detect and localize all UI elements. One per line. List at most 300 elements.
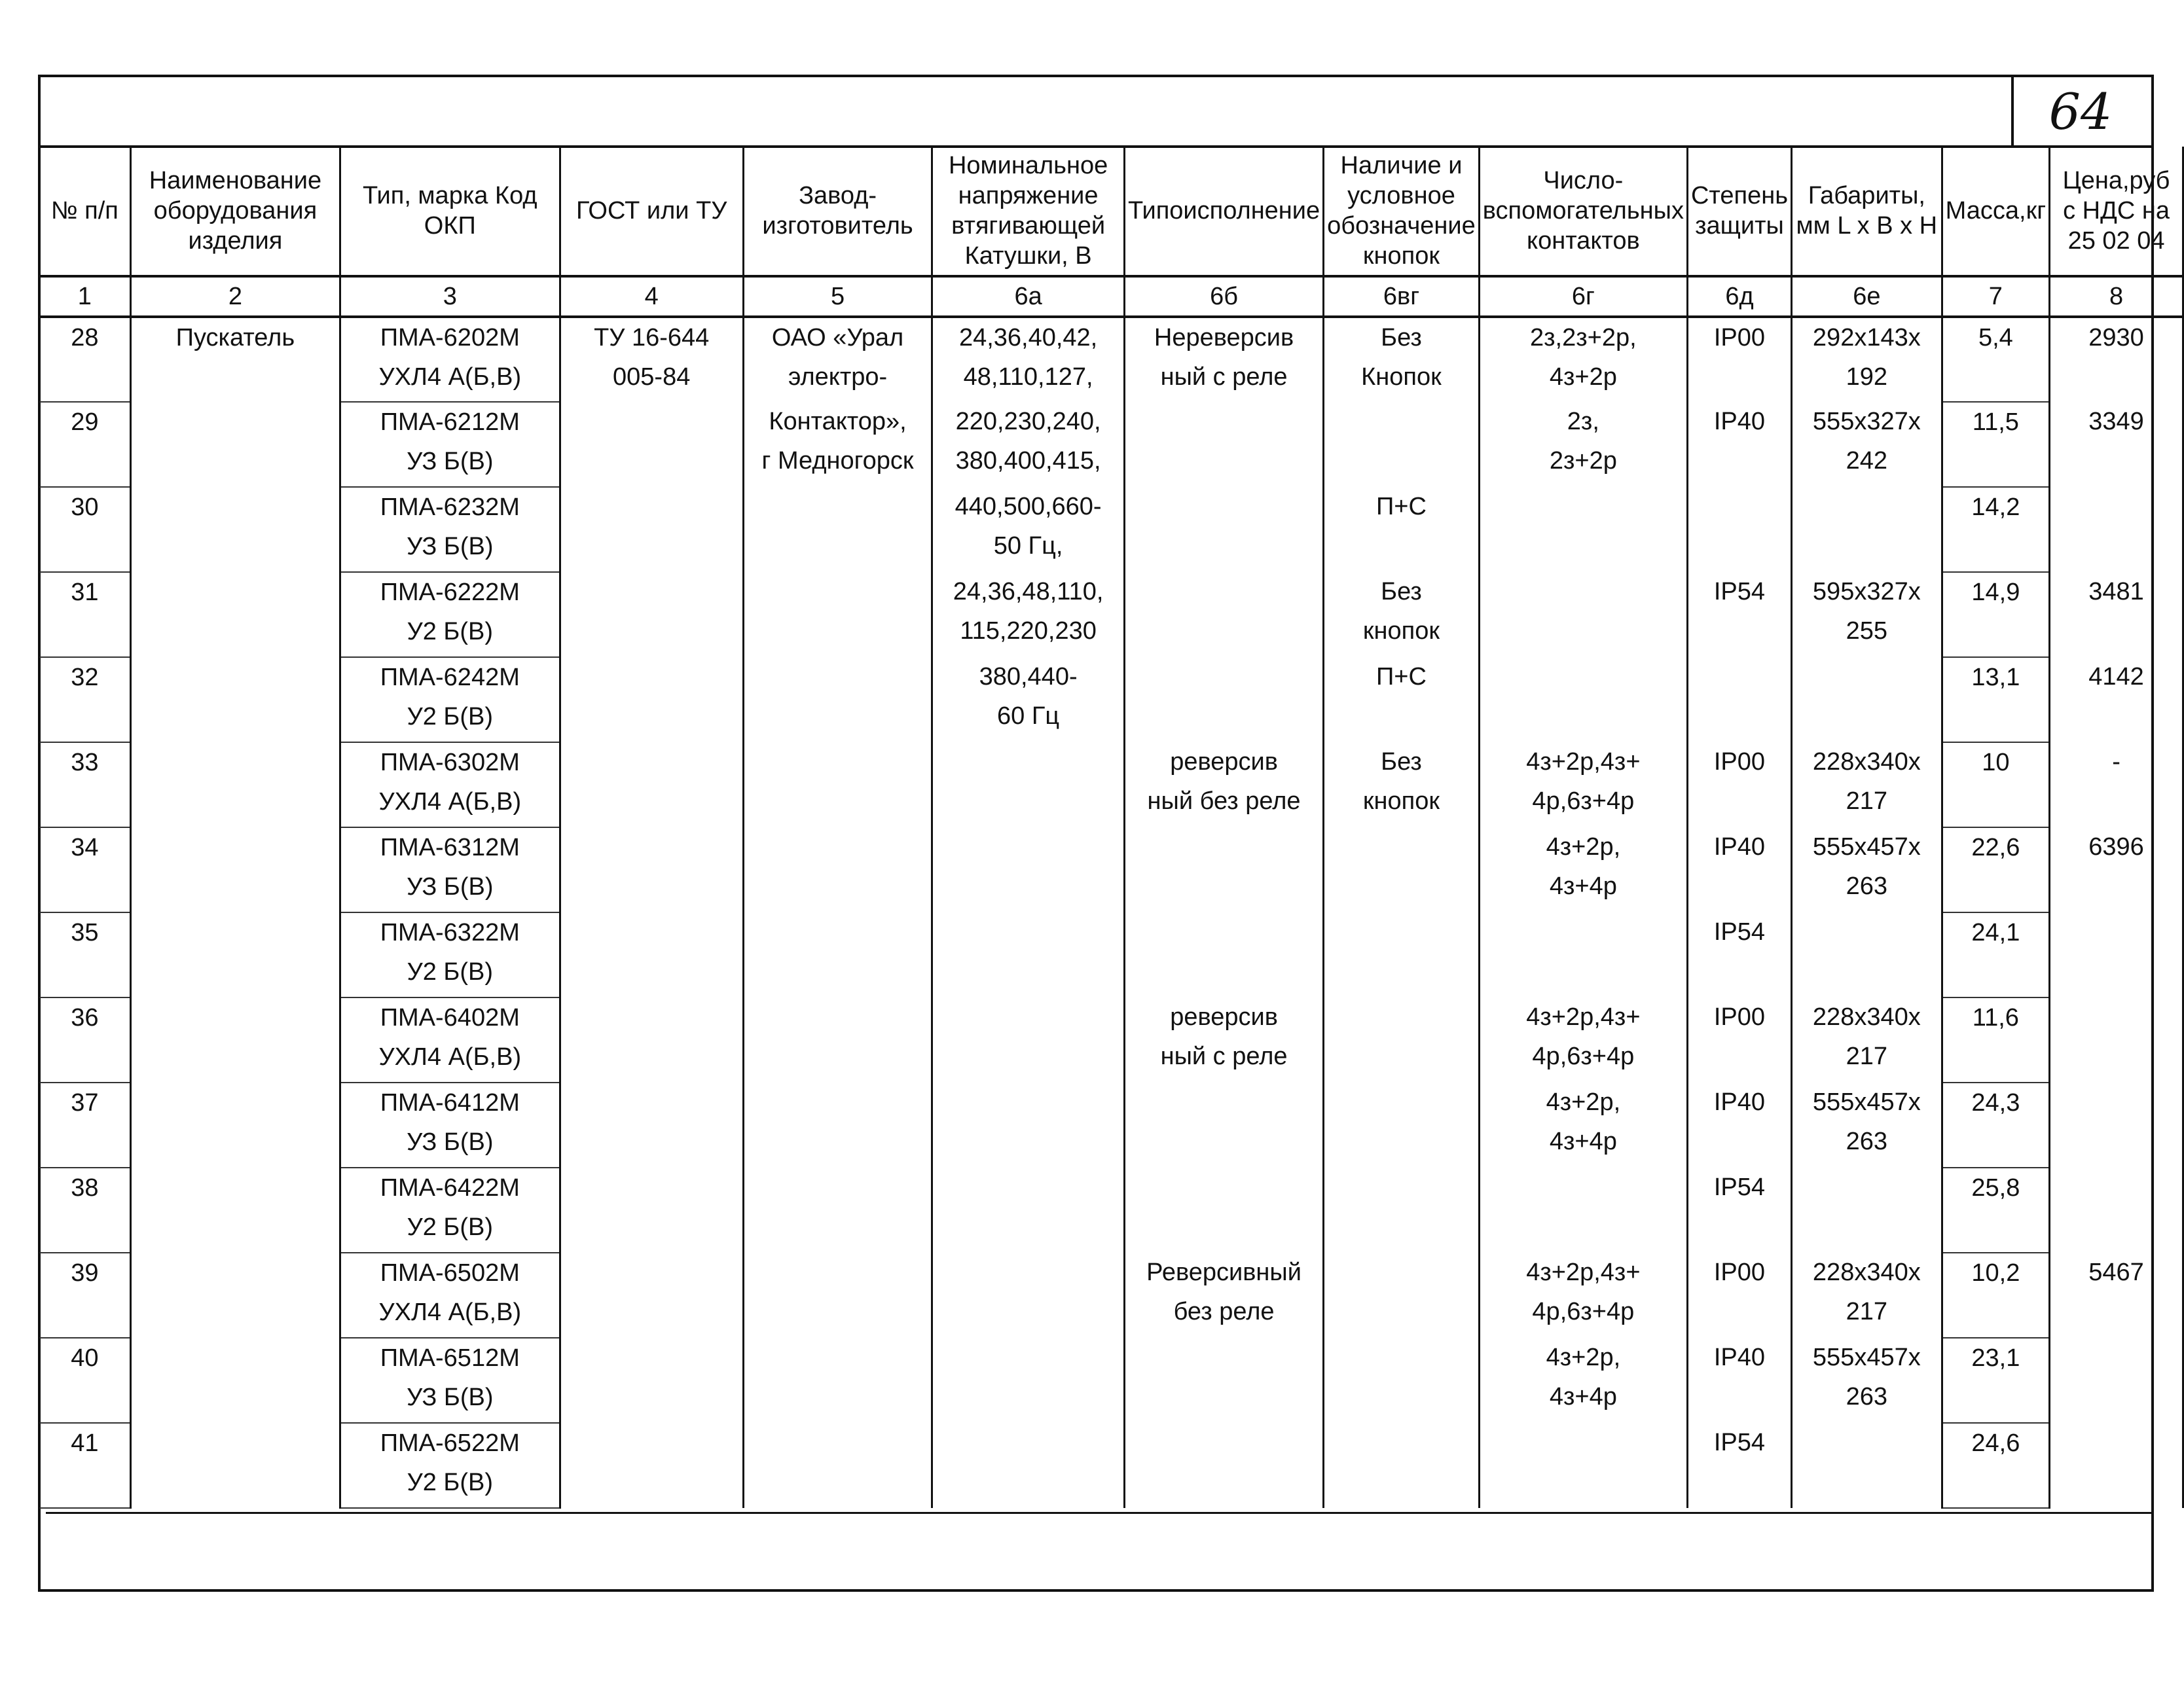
cell-text: 60 Гц	[997, 702, 1060, 730]
cell-text: УЗ Б(В)	[407, 448, 494, 475]
table-row	[39, 827, 2183, 912]
cell-text: IP40	[1713, 833, 1766, 861]
table-cell-item	[130, 1168, 340, 1253]
table-cell-n	[39, 742, 131, 827]
equipment-table	[38, 147, 2184, 1509]
table-cell-price	[2050, 572, 2183, 657]
table-row	[39, 1168, 2183, 1253]
table-cell-exec	[1124, 402, 1323, 487]
header-cell: Цена,руб с НДС на 25 02 04	[2050, 147, 2183, 276]
table-cell-dims	[1792, 742, 1942, 827]
table-cell-volt	[932, 997, 1125, 1083]
table-cell-mfr	[743, 1423, 932, 1508]
cell-text: Без	[1381, 324, 1422, 351]
table-cell-ip	[1687, 317, 1791, 402]
cell-text: 4р,6з+4р	[1532, 1298, 1635, 1325]
footer-rule	[46, 1512, 2154, 1514]
cell-text: ПМА-6222М	[380, 579, 520, 606]
table-cell-item	[130, 912, 340, 997]
header-cell: Наименование оборудования изделия	[130, 147, 340, 276]
table-cell-dims	[1792, 1338, 1942, 1423]
table-row	[39, 1338, 2183, 1423]
cell-text: ПМА-6212М	[380, 408, 520, 436]
column-index: 5	[743, 276, 932, 317]
table-cell-buttons	[1324, 1338, 1480, 1423]
cell-text: 25,8	[1971, 1174, 2020, 1202]
cell-text: Пускатель	[175, 324, 295, 351]
cell-text: IP40	[1713, 408, 1766, 435]
table-cell-gost	[560, 487, 743, 572]
cell-text: УХЛ4 А(Б,В)	[378, 1043, 522, 1071]
table-cell-n	[39, 1253, 131, 1338]
table-cell-item	[130, 402, 340, 487]
cell-text: 2з,2з+2р,	[1530, 324, 1637, 351]
column-index: 4	[560, 276, 743, 317]
table-cell-item	[130, 827, 340, 912]
table-cell-mass	[1942, 997, 2049, 1083]
table-cell-ip	[1687, 827, 1791, 912]
table-cell-type	[340, 402, 560, 487]
cell-text: П+С	[1375, 663, 1427, 691]
table-cell-buttons	[1324, 742, 1480, 827]
cell-text: Реверсивный	[1146, 1259, 1301, 1286]
table-cell-contacts	[1479, 1423, 1687, 1508]
cell-text: 4142	[2088, 663, 2144, 691]
cell-text: 292x143x	[1812, 324, 1921, 351]
header-cell: Типоисполнение	[1124, 147, 1323, 276]
table-cell-n	[39, 317, 131, 402]
cell-text: 4р,6з+4р	[1532, 1043, 1635, 1070]
table-cell-buttons	[1324, 1168, 1480, 1253]
table-cell-mfr	[743, 1168, 932, 1253]
cell-text: 228x340x	[1812, 1003, 1921, 1031]
cell-text: 228x340x	[1812, 1259, 1921, 1286]
cell-text: 31	[71, 579, 99, 606]
cell-text: 2з+2р	[1549, 447, 1617, 475]
cell-text: 24,1	[1971, 919, 2020, 946]
column-index: 1	[39, 276, 131, 317]
cell-text: 24,6	[1971, 1429, 2020, 1457]
table-cell-contacts	[1479, 1168, 1687, 1253]
table-cell-buttons	[1324, 402, 1480, 487]
table-cell-exec	[1124, 657, 1323, 742]
cell-text: 13,1	[1971, 664, 2020, 691]
table-cell-contacts	[1479, 572, 1687, 657]
table-cell-gost	[560, 317, 743, 402]
table-cell-contacts	[1479, 402, 1687, 487]
cell-text: 4з+2р,	[1546, 833, 1621, 861]
table-cell-gost	[560, 402, 743, 487]
cell-text: кнопок	[1362, 617, 1440, 645]
table-cell-price	[2050, 742, 2183, 827]
table-cell-item	[130, 1338, 340, 1423]
table-cell-gost	[560, 1253, 743, 1338]
header-cell: Степень защиты	[1687, 147, 1791, 276]
cell-text: ПМА-6232М	[380, 494, 520, 521]
table-cell-exec	[1124, 742, 1323, 827]
cell-text: 217	[1846, 787, 1888, 815]
table-cell-mfr	[743, 1338, 932, 1423]
table-cell-mfr	[743, 997, 932, 1083]
cell-text: УХЛ4 А(Б,В)	[378, 1299, 522, 1326]
cell-text: IP40	[1713, 1344, 1766, 1371]
cell-text: 380,440-	[979, 663, 1078, 691]
table-cell-buttons	[1324, 487, 1480, 572]
table-cell-exec	[1124, 1168, 1323, 1253]
cell-text: 37	[71, 1089, 99, 1117]
column-index: 7	[1942, 276, 2049, 317]
cell-text: г Медногорск	[761, 447, 914, 475]
cell-text: IP54	[1713, 1174, 1766, 1201]
table-cell-gost	[560, 572, 743, 657]
cell-text: 4р,6з+4р	[1532, 787, 1635, 815]
table-cell-gost	[560, 912, 743, 997]
table-cell-ip	[1687, 487, 1791, 572]
table-cell-mass	[1942, 1338, 2049, 1423]
cell-text: Без	[1381, 578, 1422, 605]
table-cell-type	[340, 742, 560, 827]
table-cell-contacts	[1479, 742, 1687, 827]
table-cell-volt	[932, 487, 1125, 572]
table-cell-item	[130, 1253, 340, 1338]
cell-text: 34	[71, 834, 99, 861]
table-cell-n	[39, 657, 131, 742]
cell-text: 38	[71, 1174, 99, 1202]
table-cell-n	[39, 912, 131, 997]
cell-text: 555x457x	[1812, 833, 1921, 861]
table-cell-buttons	[1324, 1253, 1480, 1338]
table-cell-gost	[560, 827, 743, 912]
table-cell-type	[340, 997, 560, 1083]
cell-text: 10,2	[1971, 1259, 2020, 1287]
table-row	[39, 402, 2183, 487]
cell-text: 555x327x	[1812, 408, 1921, 435]
cell-text: 30	[71, 494, 99, 521]
cell-text: IP54	[1713, 918, 1766, 946]
header-row	[39, 147, 2183, 276]
table-cell-item	[130, 742, 340, 827]
cell-text: У2 Б(В)	[407, 618, 493, 645]
cell-text: ПМА-6502М	[380, 1259, 520, 1287]
table-cell-mfr	[743, 1253, 932, 1338]
table-cell-volt	[932, 827, 1125, 912]
cell-text: 263	[1846, 872, 1888, 900]
table-cell-dims	[1792, 402, 1942, 487]
column-index: 6а	[932, 276, 1125, 317]
cell-text: 2930	[2088, 324, 2144, 351]
header-cell: Число-вспомогательных контактов	[1479, 147, 1687, 276]
table-cell-mass	[1942, 1168, 2049, 1253]
table-cell-buttons	[1324, 1083, 1480, 1168]
table-cell-price	[2050, 657, 2183, 742]
cell-text: 5467	[2088, 1259, 2144, 1286]
table-cell-price	[2050, 402, 2183, 487]
cell-text: 4з+2р,4з+	[1526, 748, 1641, 776]
table-cell-price	[2050, 827, 2183, 912]
table-cell-n	[39, 1338, 131, 1423]
cell-text: 10	[1982, 749, 2010, 776]
cell-text: 005-84	[613, 363, 691, 391]
cell-text: 35	[71, 919, 99, 946]
cell-text: 23,1	[1971, 1344, 2020, 1372]
table-cell-price	[2050, 1423, 2183, 1508]
cell-text: 24,3	[1971, 1089, 2020, 1117]
cell-text: УХЛ4 А(Б,В)	[378, 788, 522, 816]
cell-text: 24,36,40,42,	[958, 324, 1098, 351]
table-cell-contacts	[1479, 1338, 1687, 1423]
cell-text: 192	[1846, 363, 1888, 391]
table-cell-gost	[560, 1423, 743, 1508]
cell-text: IP40	[1713, 1088, 1766, 1116]
cell-text: 4з+4р	[1549, 1383, 1617, 1410]
cell-text: 28	[71, 324, 99, 351]
table-cell-item	[130, 997, 340, 1083]
cell-text: ПМА-6322М	[380, 919, 520, 946]
cell-text: 50 Гц,	[993, 532, 1063, 560]
column-index: 3	[340, 276, 560, 317]
table-cell-ip	[1687, 912, 1791, 997]
table-cell-contacts	[1479, 1083, 1687, 1168]
cell-text: 217	[1846, 1043, 1888, 1070]
cell-text: 4з+2р,4з+	[1526, 1259, 1641, 1286]
header-cell: ГОСТ или ТУ	[560, 147, 743, 276]
table-cell-exec	[1124, 317, 1323, 402]
cell-text: 220,230,240,	[955, 408, 1101, 435]
table-cell-ip	[1687, 1168, 1791, 1253]
table-cell-ip	[1687, 997, 1791, 1083]
table-row	[39, 997, 2183, 1083]
table-cell-item	[130, 317, 340, 402]
cell-text: 4з+2р,4з+	[1526, 1003, 1641, 1031]
table-cell-gost	[560, 657, 743, 742]
cell-text: ПМА-6512М	[380, 1344, 520, 1372]
cell-text: электро-	[788, 363, 888, 391]
cell-text: ПМА-6402М	[380, 1004, 520, 1032]
column-index-row	[39, 276, 2183, 317]
table-cell-dims	[1792, 572, 1942, 657]
cell-text: Без	[1381, 748, 1422, 776]
table-cell-price	[2050, 1253, 2183, 1338]
table-cell-item	[130, 1423, 340, 1508]
table-cell-volt	[932, 742, 1125, 827]
table-cell-type	[340, 657, 560, 742]
table-cell-exec	[1124, 912, 1323, 997]
table-cell-n	[39, 572, 131, 657]
cell-text: 555x457x	[1812, 1344, 1921, 1371]
cell-text: ПМА-6242М	[380, 664, 520, 691]
header-cell: Тип, марка Код ОКП	[340, 147, 560, 276]
column-index: 6г	[1479, 276, 1687, 317]
column-index: 6д	[1687, 276, 1791, 317]
table-cell-buttons	[1324, 912, 1480, 997]
cell-text: ный без реле	[1147, 787, 1301, 815]
table-cell-dims	[1792, 487, 1942, 572]
cell-text: 4з+4р	[1549, 872, 1617, 900]
table-cell-dims	[1792, 997, 1942, 1083]
column-index: 6вг	[1324, 276, 1480, 317]
table-cell-ip	[1687, 572, 1791, 657]
table-cell-mfr	[743, 827, 932, 912]
table-cell-ip	[1687, 1253, 1791, 1338]
cell-text: 14,2	[1971, 494, 2020, 521]
cell-text: 14,9	[1971, 579, 2020, 606]
cell-text: 440,500,660-	[955, 493, 1102, 520]
table-cell-exec	[1124, 1253, 1323, 1338]
table-cell-dims	[1792, 1423, 1942, 1508]
table-cell-price	[2050, 1338, 2183, 1423]
table-cell-ip	[1687, 1423, 1791, 1508]
table-cell-n	[39, 1168, 131, 1253]
table-cell-mass	[1942, 487, 2049, 572]
table-cell-dims	[1792, 317, 1942, 402]
table-row	[39, 1423, 2183, 1508]
cell-text: 217	[1846, 1298, 1888, 1325]
table-cell-ip	[1687, 402, 1791, 487]
table-cell-type	[340, 1253, 560, 1338]
table-cell-buttons	[1324, 827, 1480, 912]
table-cell-type	[340, 317, 560, 402]
cell-text: У2 Б(В)	[407, 703, 493, 730]
table-cell-exec	[1124, 1423, 1323, 1508]
cell-text: 242	[1846, 447, 1888, 475]
table-cell-buttons	[1324, 997, 1480, 1083]
table-row	[39, 1253, 2183, 1338]
cell-text: П+С	[1375, 493, 1427, 520]
table-cell-gost	[560, 742, 743, 827]
cell-text: УЗ Б(В)	[407, 533, 494, 560]
table-cell-volt	[932, 1423, 1125, 1508]
cell-text: 115,220,230	[960, 617, 1097, 645]
table-cell-mass	[1942, 1423, 2049, 1508]
table-cell-volt	[932, 657, 1125, 742]
table-cell-item	[130, 487, 340, 572]
table-cell-buttons	[1324, 1423, 1480, 1508]
cell-text: кнопок	[1362, 787, 1440, 815]
cell-text: 255	[1846, 617, 1888, 645]
table-cell-gost	[560, 1338, 743, 1423]
table-cell-contacts	[1479, 827, 1687, 912]
table-cell-type	[340, 487, 560, 572]
cell-text: ПМА-6202М	[380, 324, 520, 351]
table-cell-n	[39, 487, 131, 572]
table-cell-volt	[932, 912, 1125, 997]
cell-text: 4з+4р	[1549, 1128, 1617, 1155]
cell-text: УХЛ4 А(Б,В)	[378, 363, 522, 391]
cell-text: 40	[71, 1344, 99, 1372]
cell-text: 5,4	[1978, 324, 2013, 351]
table-cell-mass	[1942, 657, 2049, 742]
table-cell-volt	[932, 1253, 1125, 1338]
table-cell-mfr	[743, 572, 932, 657]
table-cell-mfr	[743, 317, 932, 402]
table-cell-type	[340, 912, 560, 997]
table-cell-contacts	[1479, 317, 1687, 402]
cell-text: У2 Б(В)	[407, 1469, 493, 1496]
cell-text: 11,6	[1972, 1004, 2019, 1032]
header-cell: Масса,кг	[1942, 147, 2049, 276]
table-cell-gost	[560, 1168, 743, 1253]
header-cell: Габариты, мм L x B x H	[1792, 147, 1942, 276]
table-cell-type	[340, 572, 560, 657]
column-index: 6б	[1124, 276, 1323, 317]
table-cell-mfr	[743, 1083, 932, 1168]
table-cell-type	[340, 1338, 560, 1423]
cell-text: 41	[71, 1429, 99, 1457]
cell-text: ПМА-6522М	[380, 1429, 520, 1457]
table-cell-n	[39, 1083, 131, 1168]
table-cell-mass	[1942, 317, 2049, 402]
header-cell: Завод-изготовитель	[743, 147, 932, 276]
cell-text: ный с реле	[1160, 1043, 1288, 1070]
cell-text: 3349	[2088, 408, 2144, 435]
cell-text: 29	[71, 408, 99, 436]
table-cell-mass	[1942, 742, 2049, 827]
table-cell-contacts	[1479, 487, 1687, 572]
table-cell-n	[39, 402, 131, 487]
cell-text: IP00	[1713, 1003, 1766, 1031]
cell-text: 6396	[2088, 833, 2144, 861]
cell-text: -	[2112, 748, 2120, 776]
table-cell-contacts	[1479, 997, 1687, 1083]
cell-text: реверсив	[1170, 1003, 1278, 1031]
table-cell-exec	[1124, 827, 1323, 912]
table-cell-ip	[1687, 657, 1791, 742]
cell-text: 555x457x	[1812, 1088, 1921, 1116]
cell-text: IP00	[1713, 748, 1766, 776]
table-cell-ip	[1687, 1338, 1791, 1423]
table-cell-price	[2050, 912, 2183, 997]
cell-text: ный с реле	[1160, 363, 1288, 391]
table-cell-item	[130, 572, 340, 657]
cell-text: УЗ Б(В)	[407, 1384, 494, 1411]
column-index: 6е	[1792, 276, 1942, 317]
cell-text: 4з+2р,	[1546, 1344, 1621, 1371]
table-cell-exec	[1124, 572, 1323, 657]
table-row	[39, 487, 2183, 572]
table-cell-item	[130, 1083, 340, 1168]
header-cell: Наличие и условное обозначение кнопок	[1324, 147, 1480, 276]
table-cell-mfr	[743, 402, 932, 487]
table-row	[39, 1083, 2183, 1168]
table-cell-dims	[1792, 1168, 1942, 1253]
table-cell-price	[2050, 1168, 2183, 1253]
table-cell-type	[340, 1083, 560, 1168]
table-cell-mass	[1942, 827, 2049, 912]
cell-text: IP54	[1713, 1429, 1766, 1456]
table-cell-exec	[1124, 1338, 1323, 1423]
table-row	[39, 657, 2183, 742]
table-cell-price	[2050, 317, 2183, 402]
cell-text: IP00	[1713, 1259, 1766, 1286]
cell-text: Нереверсив	[1154, 324, 1294, 351]
cell-text: 24,36,48,110,	[953, 578, 1104, 605]
cell-text: 33	[71, 749, 99, 776]
cell-text: 32	[71, 664, 99, 691]
table-cell-buttons	[1324, 657, 1480, 742]
table-cell-volt	[932, 1338, 1125, 1423]
table-cell-volt	[932, 402, 1125, 487]
table-cell-exec	[1124, 997, 1323, 1083]
cell-text: 380,400,415,	[955, 447, 1101, 475]
cell-text: ПМА-6412М	[380, 1089, 520, 1117]
cell-text: Контактор»,	[769, 408, 907, 435]
table-cell-price	[2050, 487, 2183, 572]
cell-text: 228x340x	[1812, 748, 1921, 776]
table-cell-dims	[1792, 657, 1942, 742]
table-cell-mfr	[743, 487, 932, 572]
table-cell-dims	[1792, 1253, 1942, 1338]
table-cell-mass	[1942, 1083, 2049, 1168]
